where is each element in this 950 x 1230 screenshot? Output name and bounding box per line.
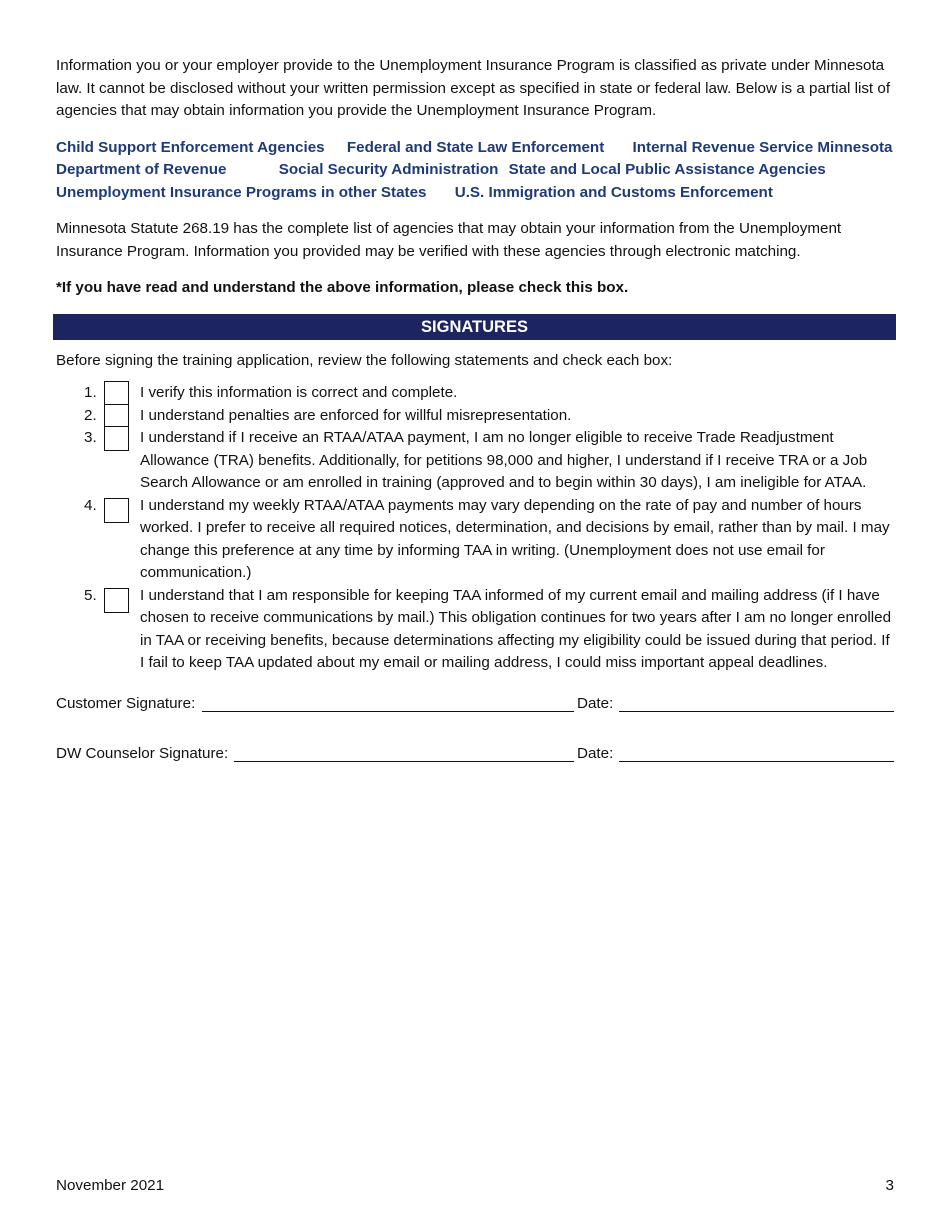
agency-item: State and Local Public Assistance Agencies (508, 161, 826, 178)
agency-list (56, 137, 896, 205)
customer-date-field[interactable] (619, 693, 894, 712)
statement-text: I understand if I receive an RTAA/ATAA payment, I am no longer eligible to receive Trade Readjustment Allowance (TRA) benefits. Additionally, for petitions 98,000 and higher, I understand if I receive TRA or a Job Search Allowance or am enrolled in training (approved and to begin within 30 days), I am ineligible for ATAA. (140, 429, 868, 491)
statement-number: 2. (84, 406, 97, 424)
signatures-heading: SIGNATURES (53, 314, 896, 340)
agency-item: Federal and State Law Enforcement (346, 138, 605, 156)
agency-item: Unemployment Insurance Programs in other States (56, 183, 427, 201)
statement-number: 1. (84, 384, 97, 401)
customer-signature-row (56, 693, 896, 715)
counselor-signature-field[interactable] (234, 743, 574, 762)
statement-item (56, 495, 896, 585)
statement-text: I understand that I am responsible for keeping TAA informed of my current email and mailing address (if I have chosen to receive communications by mail.) This obligation continues for two years after I am no longer enrolled in TAA or receiving benefits, because determinations affecting my eligibility could be issued during that period. If I fail to keep TAA updated about my email or mailing address, I could miss important appeal deadlines. (140, 586, 892, 671)
statement-checkbox[interactable] (104, 498, 129, 523)
statement-checkbox[interactable] (104, 588, 129, 613)
statement-item (56, 405, 896, 428)
customer-signature-label: Customer Signature: (56, 694, 196, 712)
counselor-date-label: Date: (577, 744, 614, 762)
customer-signature-field[interactable] (202, 693, 574, 712)
document-page (56, 55, 896, 765)
statement-checkbox[interactable] (104, 426, 129, 451)
statement-number: 3. (84, 429, 97, 446)
agency-item: Department of Revenue (56, 161, 227, 178)
agency-item: Internal Revenue Service Minnesota (632, 138, 893, 156)
statement-number: 5. (84, 586, 97, 604)
signature-instructions: Before signing the training application, review the following statements and check each box: (56, 351, 673, 369)
footer-date: November 2021 (56, 1177, 165, 1194)
statement-checkbox[interactable] (104, 381, 129, 406)
footer-page-number: 3 (885, 1177, 894, 1194)
check-box-note: *If you have read and understand the above information, please check this box. (56, 279, 629, 296)
statement-text: I verify this information is correct and complete. (140, 384, 458, 401)
agency-item: Social Security Administration (278, 161, 499, 178)
counselor-signature-label: DW Counselor Signature: (56, 744, 229, 762)
agency-item: Child Support Enforcement Agencies (56, 138, 325, 156)
statement-number: 4. (84, 496, 97, 514)
statement-item (56, 585, 896, 675)
statement-checkbox[interactable] (104, 404, 129, 429)
counselor-signature-row (56, 743, 896, 765)
statement-text: I understand my weekly RTAA/ATAA payments may vary depending on the rate of pay and number of hours worked. I prefer to receive all required notices, determination, and decisions by email, rather than by mail. I may change this preference at any time by informing TAA in writing. (Unemployment does not use email for communication.) (140, 496, 890, 581)
statement-item (56, 382, 896, 405)
statement-item (56, 427, 896, 495)
agency-item: U.S. Immigration and Customs Enforcement (454, 183, 773, 201)
statement-text: I understand penalties are enforced for willful misrepresentation. (140, 406, 572, 424)
counselor-date-field[interactable] (619, 743, 894, 762)
privacy-paragraph: Information you or your employer provide to the Unemployment Insurance Program is classified as private under Minnesota law. It cannot be disclosed without your written permission except as specified in state or federal law. Below is a partial list of agencies that may obtain information you provide the Unemployment Insurance Program. (56, 57, 891, 119)
customer-date-label: Date: (577, 694, 614, 712)
statute-paragraph: Minnesota Statute 268.19 has the complete list of agencies that may obtain your information from the Unemployment Insurance Program. Information you provided may be verified with these agencies through electronic matching. (56, 220, 842, 260)
